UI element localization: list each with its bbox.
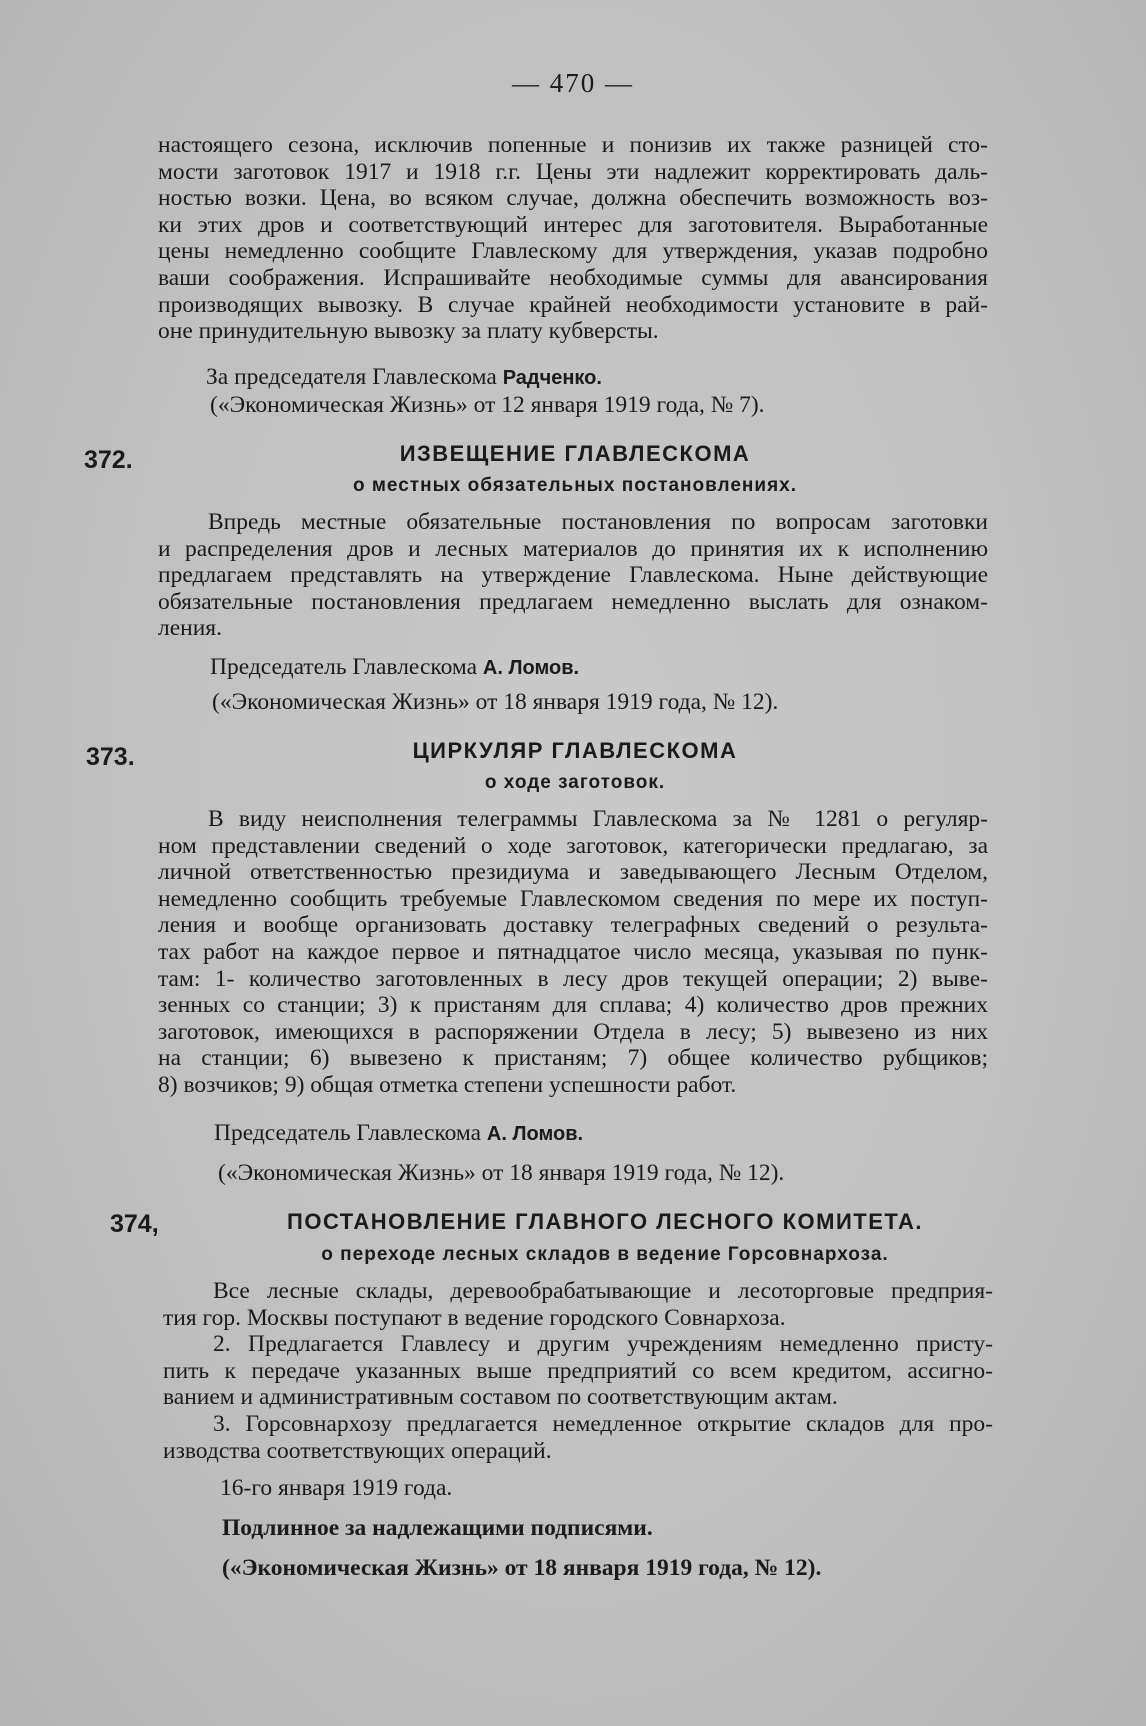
text-line: настоящего сезона, исключив попенные и понизив их также разницей сто- — [158, 132, 988, 158]
text-line: на станции; 6) вывезено к пристаням; 7) общее количество рубщиков; — [158, 1045, 988, 1072]
text-line: там: 1- количество заготовленных в лесу дров текущей операции; 2) выве- — [158, 965, 988, 992]
text-line: ностью возки. Цена, во всяком случае, должна обеспечить возможность воз- — [158, 185, 988, 212]
text-line: личной ответственностью президиума и заведывающего Лесным Отделом, — [158, 859, 988, 886]
text-line: мости заготовок 1917 и 1918 г.г. Цены эти надлежит корректировать даль- — [158, 158, 988, 185]
document-subtitle: о переходе лесных складов в ведение Горсовнархоза. — [321, 1244, 889, 1265]
text-line: ваши соображения. Испрашивайте необходимые суммы для авансирования — [158, 264, 988, 291]
text-line: В виду неисполнения телеграммы Главлескома за № 1281 о регуляр- — [208, 806, 988, 832]
text-line: обязательные постановления предлагаем немедленно выслать для ознаком- — [158, 588, 988, 615]
signature-prefix: Председатель Главлескома — [210, 654, 478, 680]
text-line: Все лесные склады, деревообрабатывающие и лесоторговые предприя- — [213, 1278, 993, 1304]
text-line: заготовок, имеющихся в распоряжении Отдела в лесу; 5) вывезено из них — [158, 1018, 988, 1045]
signature-prefix: Председатель Главлескома — [214, 1120, 482, 1146]
document-date: 16-го января 1919 года. — [220, 1475, 453, 1501]
signature-name: Радченко. — [502, 367, 602, 389]
text-line: Впредь местные обязательные постановления по вопросам заготовки — [208, 509, 988, 535]
text-line: 8) возчиков; 9) общая отметка степени успешности работ. — [158, 1071, 737, 1098]
text-line: цены немедленно сообщите Главлескому для утверждения, указав подробно — [158, 238, 988, 265]
signature — [214, 1120, 583, 1147]
text-line: 3. Горсовнархозу предлагается немедленное открытие складов для про- — [213, 1410, 993, 1437]
document-number: 373. — [86, 743, 135, 771]
text-line: ки этих дров и соответствующий интерес для заготовителя. Выработанные — [158, 211, 988, 238]
text-line: и распределения дров и лесных материалов до принятия их к исполнению — [158, 535, 988, 562]
document-number: 372. — [84, 446, 133, 474]
text-line: ванием и административным составом по соответствующим актам. — [163, 1384, 838, 1411]
text-line: пить к передаче указанных выше предприятий со всем кредитом, ассигно- — [163, 1357, 993, 1384]
document-subtitle: о ходе заготовок. — [484, 772, 666, 793]
document-body — [158, 509, 988, 642]
text-line: ном представлении сведений о ходе заготовок, категорически предлагаю, за — [158, 832, 988, 859]
source-citation: («Экономическая Жизнь» от 18 января 1919 года, № 12). — [212, 689, 779, 715]
document-subtitle: о местных обязательных постановлениях. — [352, 475, 798, 496]
signature-prefix: За председателя Главлескома — [206, 364, 497, 390]
text-line: предлагаем представлять на утверждение Главлескома. Ныне действующие — [158, 562, 988, 589]
page-number: — 470 — — [512, 68, 634, 98]
text-line: ления. — [158, 615, 222, 642]
document-number: 374, — [110, 1210, 159, 1238]
document-body — [163, 1278, 993, 1464]
source-citation: («Экономическая Жизнь» от 18 января 1919 года, № 12). — [218, 1160, 785, 1186]
text-line: тах работ на каждое первое и пятнадцатое число месяца, указывая по пунк- — [158, 938, 988, 965]
text-line: ления и вообще организовать доставку телеграфных сведений о результа- — [158, 912, 988, 939]
signature — [210, 654, 579, 681]
document-title: ЦИРКУЛЯР ГЛАВЛЕСКОМА — [412, 738, 738, 763]
source-citation: («Экономическая Жизнь» от 12 января 1919 года, № 7). — [210, 392, 765, 418]
continuation-paragraph — [158, 132, 988, 345]
document-title: ПОСТАНОВЛЕНИЕ ГЛАВНОГО ЛЕСНОГО КОМИТЕТА. — [287, 1209, 923, 1234]
signature-name: А. Ломов. — [486, 1123, 584, 1145]
text-line: тия гор. Москвы поступают в ведение городского Совнархоза. — [163, 1304, 786, 1331]
text-line: немедленно сообщить требуемые Главлескомом сведения по мере их поступ- — [158, 885, 988, 912]
signature-name: А. Ломов. — [482, 657, 580, 679]
attestation: Подлинное за надлежащими подписями. — [222, 1515, 653, 1541]
text-line: изводства соответствующих операций. — [163, 1437, 552, 1464]
signature — [206, 364, 602, 391]
text-line: производящих вывозку. В случае крайней необходимости установите в рай- — [158, 291, 988, 318]
source-citation: («Экономическая Жизнь» от 18 января 1919 года, № 12). — [222, 1555, 822, 1581]
text-line: оне принудительную вывозку за плату кубверсты. — [158, 318, 659, 345]
text-line: 2. Предлагается Главлесу и другим учреждениям немедленно присту- — [213, 1331, 993, 1358]
document-title: ИЗВЕЩЕНИЕ ГЛАВЛЕСКОМА — [399, 441, 751, 466]
text-line: зенных со станции; 3) к пристаням для сплава; 4) количество дров прежних — [158, 992, 988, 1019]
document-body — [158, 806, 988, 1099]
